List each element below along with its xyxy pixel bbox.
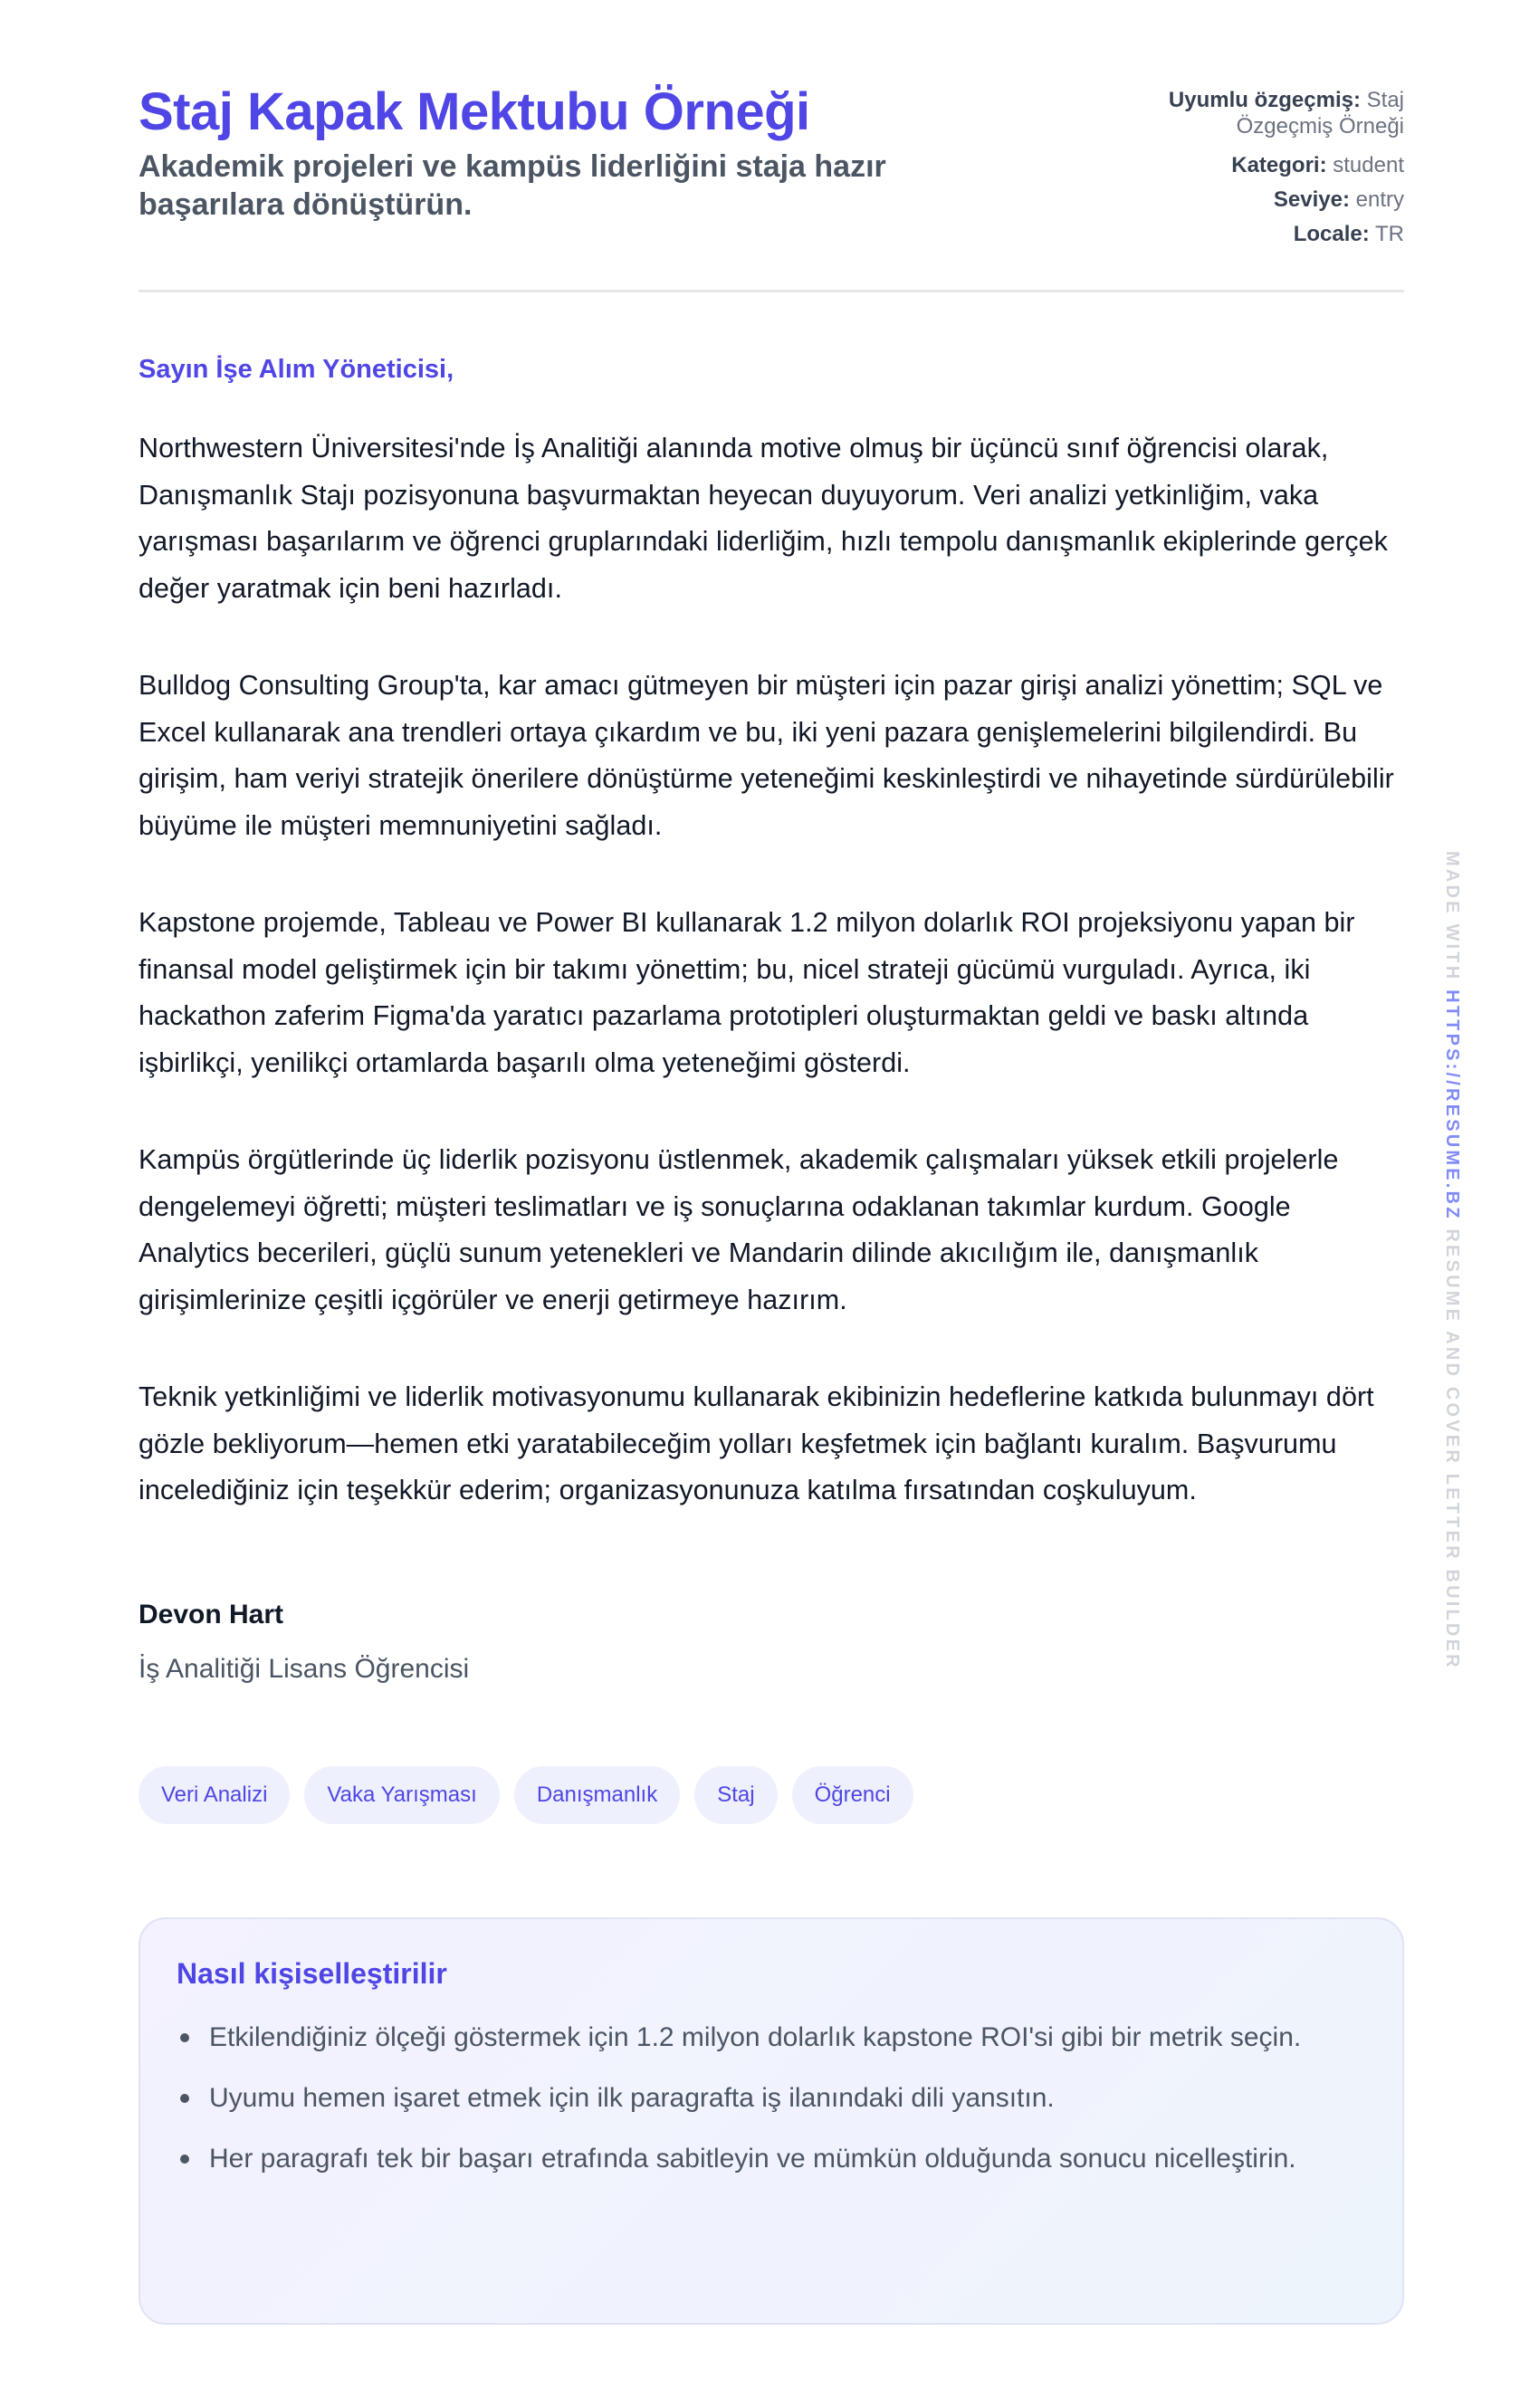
personalization-tips-box <box>139 1917 1404 2325</box>
tag: Vaka Yarışması <box>304 1766 499 1824</box>
meta-key: Kategori: <box>1231 153 1327 177</box>
page-subtitle: Akademik projeleri ve kampüs liderliğini staja hazır başarılara dönüştürün. <box>139 149 886 222</box>
letter-body <box>139 425 1404 1565</box>
tip-text: Her paragrafı tek bir başarı etrafında sabitleyin ve mümkün olduğunda sonucu nicelleştirin. <box>209 2144 1296 2174</box>
watermark-link[interactable]: HTTPS://RESUME.BZ <box>1442 989 1462 1221</box>
tag: Öğrenci <box>792 1766 913 1824</box>
tag: Veri Analizi <box>139 1766 290 1824</box>
meta-value: student <box>1333 153 1404 177</box>
letter-paragraph: Kampüs örgütlerinde üç liderlik pozisyonu üstlenmek, akademik çalışmaları yüksek etkili projelerle dengelemeyi öğretti; müşteri teslimatları ve iş sonuçlarına odaklanan takımlar kurdum. Google Analytics becerileri, güçlü sunum yetenekleri ve Mandarin dilinde akıcılığım ile, danışmanlık girişimlerinize çeşitli içgörüler ve enerji getirmeye hazırım. <box>139 1144 1339 1315</box>
header <box>139 0 1404 292</box>
meta-key: Uyumlu özgeçmiş: <box>1168 88 1361 112</box>
meta-value: TR <box>1375 222 1404 246</box>
meta-level <box>1105 183 1404 217</box>
meta-key: Locale: <box>1293 222 1370 246</box>
signature-name: Devon Hart <box>139 1600 284 1629</box>
letter-paragraph: Teknik yetkinliğimi ve liderlik motivasyonumu kullanarak ekibinizin hedeflerine katkıda bulunmayı dört gözle bekliyorum—hemen etki yaratabileceğim yolları keşfetmek için bağlantı kuralım. Başvurumu incelediğiniz için teşekkür ederim; organizasyonunuza katılma fırsatından coşkuluyum. <box>139 1381 1374 1505</box>
side-watermark <box>1441 851 1462 1670</box>
meta-key: Seviye: <box>1273 187 1350 212</box>
meta-category <box>1105 148 1404 183</box>
letter-paragraph: Bulldog Consulting Group'ta, kar amacı gütmeyen bir müşteri için pazar girişi analizi yönettim; SQL ve Excel kullanarak ana trendleri ortaya çıkardım ve bu, iki yeni pazara genişlemelerini bilgilendirdi. Bu girişim, ham veriyi stratejik önerilere dönüştürme yeteneğimi keskinleştirdi ve nihayetinde sürdürülebilir büyüme ile müşteri memnuniyetini sağladı. <box>139 670 1394 841</box>
tip-item <box>209 2136 1323 2182</box>
meta-locale <box>1105 217 1404 252</box>
tip-text: Etkilendiğiniz ölçeği göstermek için 1.2 milyon dolarlık kapstone ROI'si gibi bir metrik seçin. <box>209 2022 1302 2052</box>
page-title: Staj Kapak Mektubu Örneği <box>139 82 810 141</box>
watermark-prefix: MADE WITH <box>1442 851 1462 982</box>
meta-info <box>1105 87 1404 252</box>
bullet-icon <box>180 2094 189 2103</box>
meta-value: entry <box>1355 187 1404 212</box>
tag-list <box>139 1766 913 1824</box>
watermark-suffix: RESUME AND COVER LETTER BUILDER <box>1442 1228 1462 1670</box>
signature-title: İş Analitiği Lisans Öğrencisi <box>139 1654 470 1684</box>
letter-paragraph: Northwestern Üniversitesi'nde İş Analitiği alanında motive olmuş bir üçüncü sınıf öğrencisi olarak, Danışmanlık Stajı pozisyonuna başvurmaktan heyecan duyuyorum. Veri analizi yetkinliğim, vaka yarışması başarılarım ve öğrenci gruplarındaki liderliğim, hızlı tempolu danışmanlık ekiplerinde gerçek değer yaratmak için beni hazırladı. <box>139 433 1388 604</box>
tag: Staj <box>694 1766 777 1824</box>
tip-item <box>209 2075 1323 2121</box>
letter-greeting: Sayın İşe Alım Yöneticisi, <box>139 355 454 384</box>
tips-list <box>177 2014 1366 2182</box>
letter-paragraph: Kapstone projemde, Tableau ve Power BI kullanarak 1.2 milyon dolarlık ROI projeksiyonu yapan bir finansal model geliştirmek için bir takımı yönettim; bu, nicel strateji gücümü vurguladı. Ayrıca, iki hackathon zaferim Figma'da yaratıcı pazarlama prototipleri oluşturmaktan geldi ve baskı altında işbirlikçi, yenilikçi ortamlarda başarılı olma yeteneğimi gösterdi. <box>139 907 1355 1078</box>
tip-text: Uyumu hemen işaret etmek için ilk paragrafta iş ilanındaki dili yansıtın. <box>209 2083 1055 2113</box>
meta-value: Staj Özgeçmiş Örneği <box>1236 88 1404 139</box>
tips-heading: Nasıl kişiselleştirilir <box>177 1957 447 1990</box>
bullet-icon <box>180 2033 189 2042</box>
bullet-icon <box>180 2155 189 2164</box>
meta-compatible-resume <box>1105 87 1404 139</box>
cover-letter-page <box>139 0 1404 2174</box>
tip-item <box>209 2014 1323 2060</box>
tag: Danışmanlık <box>514 1766 680 1824</box>
